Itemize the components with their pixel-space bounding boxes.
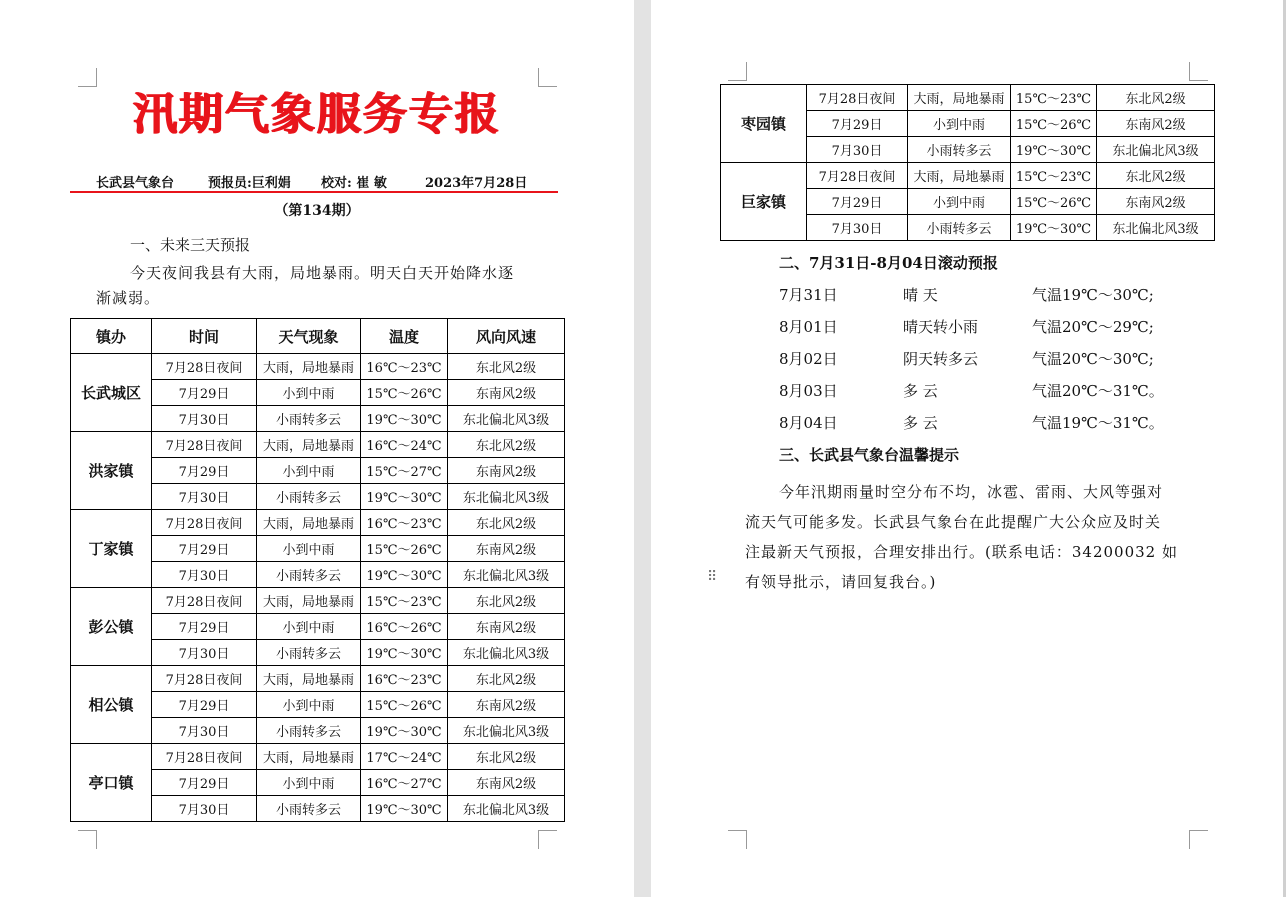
rolling-temp: 气温20℃～30℃; <box>1032 350 1154 368</box>
weather-cell: 小雨转多云 <box>257 562 361 588</box>
weather-cell: 小到中雨 <box>257 536 361 562</box>
rolling-weather: 阴天转多云 <box>903 350 979 368</box>
rolling-weather: 多 云 <box>903 414 938 432</box>
weather-cell: 小雨转多云 <box>257 640 361 666</box>
time-cell: 7月28日夜间 <box>152 354 257 380</box>
town-name: 彭公镇 <box>71 588 152 666</box>
wind-cell: 东北偏北风3级 <box>1097 137 1215 163</box>
column-header: 温度 <box>361 319 448 354</box>
time-cell: 7月30日 <box>152 718 257 744</box>
wind-cell: 东北偏北风3级 <box>448 718 565 744</box>
temperature-cell: 15℃～23℃ <box>1011 163 1097 189</box>
page-gap <box>634 0 651 897</box>
time-cell: 7月30日 <box>152 562 257 588</box>
wind-cell: 东北偏北风3级 <box>448 484 565 510</box>
weather-cell: 小到中雨 <box>257 614 361 640</box>
header-divider <box>70 191 558 193</box>
temperature-cell: 17℃～24℃ <box>361 744 448 770</box>
weather-cell: 大雨，局地暴雨 <box>908 85 1011 111</box>
table-row <box>71 510 565 536</box>
column-header: 镇办 <box>71 319 152 354</box>
wind-cell: 东南风2级 <box>1097 189 1215 215</box>
town-name: 相公镇 <box>71 666 152 744</box>
time-cell: 7月30日 <box>152 406 257 432</box>
weather-cell: 小到中雨 <box>257 770 361 796</box>
wind-cell: 东北风2级 <box>448 432 565 458</box>
time-cell: 7月30日 <box>152 484 257 510</box>
wind-cell: 东北风2级 <box>448 744 565 770</box>
rolling-weather: 多 云 <box>903 382 938 400</box>
forecast-table-continued <box>720 84 1215 241</box>
temperature-cell: 16℃～27℃ <box>361 770 448 796</box>
rolling-temp: 气温20℃～29℃; <box>1032 318 1154 336</box>
weather-cell: 小到中雨 <box>257 458 361 484</box>
station-name: 长武县气象台 <box>96 176 175 191</box>
weather-cell: 小雨转多云 <box>257 796 361 822</box>
wind-cell: 东南风2级 <box>448 614 565 640</box>
crop-mark <box>538 830 557 849</box>
town-name: 亭口镇 <box>71 744 152 822</box>
temperature-cell: 15℃～26℃ <box>1011 111 1097 137</box>
time-cell: 7月29日 <box>152 536 257 562</box>
temperature-cell: 16℃～23℃ <box>361 510 448 536</box>
rolling-temp: 气温19℃～31℃。 <box>1032 414 1164 432</box>
temperature-cell: 15℃～26℃ <box>1011 189 1097 215</box>
town-name: 巨家镇 <box>721 163 807 241</box>
section1-heading: 一、未来三天预报 <box>130 236 251 254</box>
table-row <box>71 588 565 614</box>
crop-mark <box>1189 830 1208 849</box>
section3-heading: 三、长武县气象台温馨提示 <box>779 446 960 464</box>
summary-line: 今天夜间我县有大雨，局地暴雨。明天白天开始降水逐 <box>130 264 515 282</box>
tips-line: 今年汛期雨量时空分布不均，冰雹、雷雨、大风等强对 <box>779 483 1164 501</box>
time-cell: 7月29日 <box>152 692 257 718</box>
town-name: 枣园镇 <box>721 85 807 163</box>
temperature-cell: 19℃～30℃ <box>361 484 448 510</box>
rolling-temp: 气温20℃～31℃。 <box>1032 382 1164 400</box>
weather-cell: 小雨转多云 <box>257 718 361 744</box>
wind-cell: 东北偏北风3级 <box>448 640 565 666</box>
weather-cell: 小雨转多云 <box>257 484 361 510</box>
drag-handle-icon[interactable]: ⠿ <box>707 569 718 585</box>
temperature-cell: 19℃～30℃ <box>1011 215 1097 241</box>
time-cell: 7月29日 <box>152 770 257 796</box>
time-cell: 7月28日夜间 <box>152 744 257 770</box>
rolling-date: 8月03日 <box>779 382 838 400</box>
town-name: 洪家镇 <box>71 432 152 510</box>
proofreader: 校对: 崔 敏 <box>321 176 387 191</box>
weather-cell: 小到中雨 <box>908 111 1011 137</box>
rolling-weather: 晴 天 <box>903 286 938 304</box>
temperature-cell: 15℃～26℃ <box>361 692 448 718</box>
report-date: 2023年7月28日 <box>425 176 528 191</box>
time-cell: 7月28日夜间 <box>807 85 908 111</box>
rolling-date: 8月04日 <box>779 414 838 432</box>
wind-cell: 东南风2级 <box>1097 111 1215 137</box>
weather-cell: 大雨，局地暴雨 <box>257 432 361 458</box>
weather-cell: 小雨转多云 <box>257 406 361 432</box>
town-name: 丁家镇 <box>71 510 152 588</box>
time-cell: 7月29日 <box>807 189 908 215</box>
rolling-weather: 晴天转小雨 <box>903 318 979 336</box>
table-row <box>71 666 565 692</box>
wind-cell: 东北风2级 <box>448 354 565 380</box>
temperature-cell: 15℃～26℃ <box>361 380 448 406</box>
wind-cell: 东北偏北风3级 <box>448 562 565 588</box>
tips-line: 流天气可能多发。长武县气象台在此提醒广大公众应及时关 <box>745 513 1162 531</box>
rolling-date: 8月01日 <box>779 318 838 336</box>
rolling-date: 8月02日 <box>779 350 838 368</box>
wind-cell: 东北风2级 <box>448 588 565 614</box>
time-cell: 7月28日夜间 <box>152 510 257 536</box>
weather-cell: 大雨，局地暴雨 <box>257 666 361 692</box>
weather-cell: 小雨转多云 <box>908 215 1011 241</box>
time-cell: 7月28日夜间 <box>152 666 257 692</box>
rolling-temp: 气温19℃～30℃; <box>1032 286 1154 304</box>
crop-mark <box>728 830 747 849</box>
crop-mark <box>1189 62 1208 81</box>
time-cell: 7月28日夜间 <box>807 163 908 189</box>
temperature-cell: 15℃～23℃ <box>1011 85 1097 111</box>
town-name: 长武城区 <box>71 354 152 432</box>
weather-cell: 大雨，局地暴雨 <box>257 588 361 614</box>
time-cell: 7月28日夜间 <box>152 432 257 458</box>
issue-number: （第134期） <box>274 203 360 219</box>
temperature-cell: 19℃～30℃ <box>361 718 448 744</box>
wind-cell: 东北偏北风3级 <box>448 406 565 432</box>
weather-cell: 小雨转多云 <box>908 137 1011 163</box>
temperature-cell: 19℃～30℃ <box>361 640 448 666</box>
wind-cell: 东北风2级 <box>1097 85 1215 111</box>
table-row <box>721 163 1215 189</box>
time-cell: 7月30日 <box>152 796 257 822</box>
forecast-table <box>70 318 565 822</box>
table-row <box>721 85 1215 111</box>
time-cell: 7月28日夜间 <box>152 588 257 614</box>
crop-mark <box>728 62 747 81</box>
temperature-cell: 16℃～23℃ <box>361 666 448 692</box>
temperature-cell: 19℃～30℃ <box>361 796 448 822</box>
weather-cell: 大雨，局地暴雨 <box>257 354 361 380</box>
temperature-cell: 16℃～24℃ <box>361 432 448 458</box>
summary-line: 渐减弱。 <box>96 289 161 307</box>
report-title: 汛期气象服务专报 <box>133 89 501 140</box>
weather-cell: 小到中雨 <box>257 692 361 718</box>
column-header: 时间 <box>152 319 257 354</box>
table-row <box>71 744 565 770</box>
time-cell: 7月29日 <box>152 458 257 484</box>
temperature-cell: 16℃～23℃ <box>361 354 448 380</box>
tips-line: 有领导批示，请回复我台。) <box>745 573 937 591</box>
tips-line: 注最新天气预报，合理安排出行。(联系电话：34200032 如 <box>745 543 1178 561</box>
weather-cell: 大雨，局地暴雨 <box>257 744 361 770</box>
wind-cell: 东南风2级 <box>448 770 565 796</box>
wind-cell: 东南风2级 <box>448 380 565 406</box>
temperature-cell: 15℃～27℃ <box>361 458 448 484</box>
wind-cell: 东北风2级 <box>448 666 565 692</box>
temperature-cell: 19℃～30℃ <box>1011 137 1097 163</box>
table-row <box>71 432 565 458</box>
weather-cell: 大雨，局地暴雨 <box>257 510 361 536</box>
column-header: 风向风速 <box>448 319 565 354</box>
temperature-cell: 15℃～23℃ <box>361 588 448 614</box>
document-page-left <box>0 0 634 897</box>
wind-cell: 东南风2级 <box>448 536 565 562</box>
temperature-cell: 16℃～26℃ <box>361 614 448 640</box>
time-cell: 7月30日 <box>807 137 908 163</box>
wind-cell: 东南风2级 <box>448 692 565 718</box>
temperature-cell: 15℃～26℃ <box>361 536 448 562</box>
wind-cell: 东北风2级 <box>448 510 565 536</box>
time-cell: 7月29日 <box>152 380 257 406</box>
temperature-cell: 19℃～30℃ <box>361 406 448 432</box>
section2-heading: 二、7月31日-8月04日滚动预报 <box>779 254 998 272</box>
wind-cell: 东北偏北风3级 <box>448 796 565 822</box>
table-header-row <box>71 319 565 354</box>
forecaster: 预报员:巨利娟 <box>208 176 291 191</box>
wind-cell: 东北风2级 <box>1097 163 1215 189</box>
time-cell: 7月29日 <box>807 111 908 137</box>
table-row <box>71 354 565 380</box>
column-header: 天气现象 <box>257 319 361 354</box>
wind-cell: 东北偏北风3级 <box>1097 215 1215 241</box>
crop-mark <box>78 830 97 849</box>
rolling-date: 7月31日 <box>779 286 838 304</box>
weather-cell: 小到中雨 <box>908 189 1011 215</box>
time-cell: 7月29日 <box>152 614 257 640</box>
weather-cell: 小到中雨 <box>257 380 361 406</box>
document-page-right <box>651 0 1286 897</box>
temperature-cell: 19℃～30℃ <box>361 562 448 588</box>
wind-cell: 东南风2级 <box>448 458 565 484</box>
time-cell: 7月30日 <box>807 215 908 241</box>
time-cell: 7月30日 <box>152 640 257 666</box>
weather-cell: 大雨，局地暴雨 <box>908 163 1011 189</box>
